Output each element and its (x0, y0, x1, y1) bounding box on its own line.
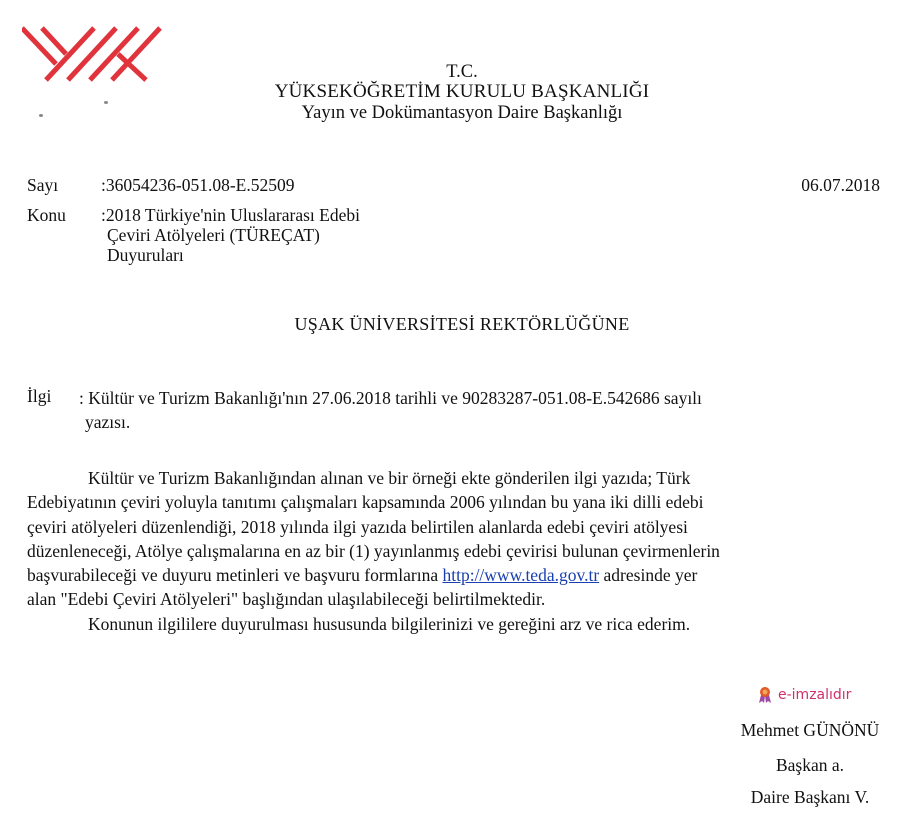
closing-line: Konunun ilgililere duyurulması hususunda bilgilerinizi ve gereğini arz ve rica ederim. (88, 613, 691, 634)
e-signature-badge (758, 686, 851, 704)
body-line: Edebiyatının çeviri yoluyla tanıtımı çalışmaları kapsamında 2006 yılından bu yana iki dilli edebi (27, 492, 704, 513)
body-text-segment: adresinde yer (599, 565, 698, 586)
ilgi-line: : Kültür ve Turizm Bakanlığı'nın 27.06.2018 tarihli ve 90283287-051.08-E.542686 sayılı (79, 388, 702, 408)
konu-line: Çeviri Atölyeleri (TÜREÇAT) (107, 225, 320, 245)
header-state: T.C. (446, 62, 478, 82)
ilgi-label: İlgi (27, 386, 52, 406)
header-organization: YÜKSEKÖĞRETİM KURULU BAŞKANLIĞI (274, 81, 650, 102)
signatory-title: Daire Başkanı V. (750, 787, 870, 807)
document-date: 06.07.2018 (801, 175, 880, 195)
body-text-segment: başvurabileceği ve duyuru metinleri ve başvuru formlarına (27, 565, 443, 586)
signatory-name: Mehmet GÜNÖNÜ (740, 720, 880, 740)
konu-label: Konu (27, 205, 66, 225)
body-line (27, 563, 907, 587)
body-text (27, 466, 907, 636)
addressee: UŞAK ÜNİVERSİTESİ REKTÖRLÜĞÜNE (294, 314, 630, 334)
ilgi-text (79, 386, 899, 434)
sayi-label: Sayı (27, 175, 59, 195)
e-signature-label: e-imzalıdır (778, 687, 852, 703)
teda-link[interactable]: http://www.teda.gov.tr (442, 565, 600, 586)
body-line: çeviri atölyeleri düzenlendiği, 2018 yılında ilgi yazıda belirtilen alanlarda edebi çeviri atölyesi (27, 516, 688, 537)
ribbon-icon (758, 686, 772, 704)
ilgi-line: yazısı. (85, 412, 131, 432)
body-line: düzenleneceği, Atölye çalışmalarına en az bir (1) yayınlanmış edebi çevirisi bulunan çevirmenlerin (27, 540, 720, 561)
konu-line: Duyuruları (107, 245, 184, 265)
signatory-title: Başkan a. (775, 755, 845, 775)
header-department: Yayın ve Dokümantasyon Daire Başkanlığı (301, 103, 623, 123)
body-line: alan "Edebi Çeviri Atölyeleri" başlığından ulaşılabileceği belirtilmektedir. (27, 589, 546, 610)
sayi-value: :36054236-051.08-E.52509 (101, 175, 295, 195)
konu-line: :2018 Türkiye'nin Uluslararası Edebi (101, 205, 360, 225)
body-line: Kültür ve Turizm Bakanlığından alınan ve bir örneği ekte gönderilen ilgi yazıda; Türk (88, 468, 691, 488)
